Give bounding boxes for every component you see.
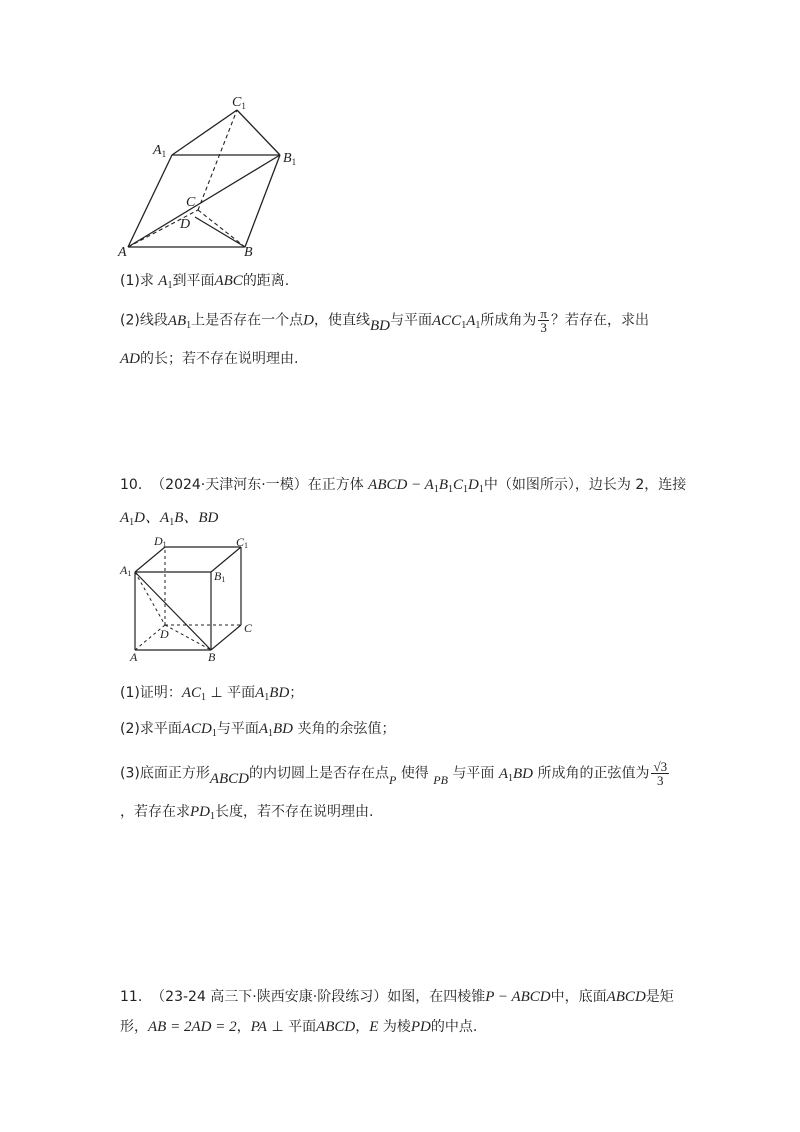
- label-B: B: [244, 245, 253, 260]
- edge-A1-B: [135, 572, 211, 650]
- q10-part3-cont: ，若存在求$PD_1$长度，若不存在说明理由.: [120, 804, 374, 822]
- hidden-edge-C-C1: [198, 110, 237, 210]
- label-A1: $A_1$: [153, 143, 167, 159]
- q11-header: 11. （23-24 高三下·陕西安康·阶段练习）如图，在四棱锥P − ABCD中，底面ABCD是矩: [120, 989, 674, 1005]
- edge-A1-D1: [135, 547, 165, 572]
- prism-figure: [110, 90, 310, 260]
- q10-header: 10. （2024·天津河东·一模）在正方体 ABCD − $A_1B_1C_1D_1$中（如图所示），边长为 2，连接: [120, 477, 687, 495]
- label-C: C: [244, 621, 253, 635]
- label-C1: $C_1$: [232, 95, 246, 111]
- q10-part3: (3)底面正方形ABCD的内切圆上是否存在点P 使得 PB 与平面 $A_1BD$ 所成角的正弦值为 $\frac{√3}{3}$: [120, 759, 668, 788]
- edge-D-B: [195, 217, 245, 247]
- label-A: A: [130, 650, 138, 664]
- label-B1: B1: [214, 569, 226, 584]
- label-D: D: [180, 217, 191, 232]
- label-B1: $B_1$: [283, 151, 297, 167]
- edge-A1-C1: [172, 110, 237, 155]
- q9-part2-cont: AD的长；若不存在说明理由.: [120, 351, 299, 367]
- label-D1: D1: [154, 534, 167, 549]
- q10-part1: (1)证明：$AC_1$ ⊥ 平面$A_1BD$；: [120, 685, 304, 703]
- label-B: B: [208, 650, 216, 664]
- q10-part2: (2)求平面$ACD_1$与平面$A_1BD$ 夹角的余弦值；: [120, 721, 396, 739]
- q10-line2: $A_1D$、$A_1B$、BD: [120, 510, 219, 528]
- edge-A-B1: [128, 155, 280, 247]
- label-A1: A1: [120, 563, 132, 578]
- edge-C1-B1: [237, 110, 280, 155]
- label-A: A: [118, 245, 127, 260]
- edge-B-B1: [245, 155, 280, 247]
- hidden-edge-D-B: [165, 625, 211, 650]
- hidden-edge-C-B: [198, 210, 245, 247]
- label-D: D: [160, 627, 169, 641]
- label-C1: C1: [236, 535, 249, 550]
- edge-B-C: [211, 625, 241, 650]
- label-C: C: [186, 195, 196, 210]
- q9-part1: (1)求 $A_1$到平面ABC的距离.: [120, 273, 290, 291]
- q11-line2: 形，AB = 2AD = 2，PA ⊥ 平面ABCD，E 为棱PD的中点.: [120, 1019, 478, 1035]
- pi-over-3: $\frac{\pi}{3}$: [540, 306, 547, 335]
- sqrt3-over-3: $\frac{√3}{3}$: [653, 759, 668, 788]
- cube-figure: [115, 530, 265, 665]
- q9-part2: (2)线段$AB_1$上是否存在一个点D，使直线BD与平面$ACC_1A_1$所成角为 $\frac{\pi}{3}$ ？若存在，求出: [120, 306, 649, 335]
